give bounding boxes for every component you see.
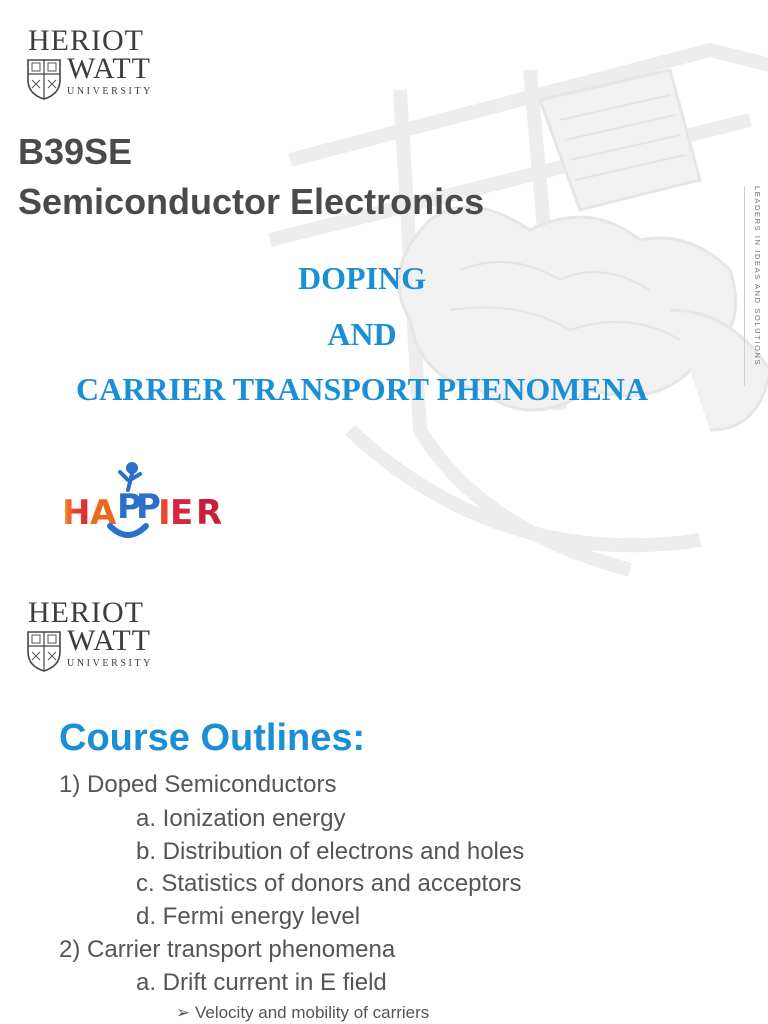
outline-subitem: a. Drift current in E field (136, 969, 387, 996)
crest-shield-icon (26, 58, 62, 100)
svg-text:I: I (158, 493, 171, 533)
outline-bullet: ➢ Velocity and mobility of carriers (176, 1003, 430, 1022)
logo-text-watt: WATT (67, 624, 151, 657)
svg-text:P: P (117, 487, 142, 527)
topic-line-3: CARRIER TRANSPORT PHENOMENA (76, 371, 648, 407)
logo-text-university: UNIVERSITY (67, 86, 153, 97)
svg-text:E: E (170, 493, 194, 533)
outline-subitem: b. Distribution of electrons and holes (136, 838, 525, 865)
tagline-divider (744, 186, 745, 386)
heriot-watt-logo (26, 24, 166, 100)
slide-title: Course Outlines: (59, 717, 366, 759)
crest-shield-icon (26, 630, 62, 672)
outline-subitem: d. Fermi energy level (136, 903, 361, 930)
course-name: Semiconductor Electronics (18, 181, 485, 222)
happier-project-logo (62, 460, 232, 540)
logo-text-university: UNIVERSITY (67, 658, 153, 669)
outline-item: 1) Doped Semiconductors (59, 771, 337, 798)
svg-text:P: P (136, 487, 161, 527)
svg-text:A: A (90, 493, 117, 533)
tagline: LEADERS IN IDEAS AND SOLUTIONS (753, 186, 762, 367)
logo-text-heriot: HERIOT (28, 24, 144, 57)
course-code: B39SE (18, 131, 133, 172)
topic-line-1: DOPING (298, 260, 426, 296)
logo-text-heriot: HERIOT (28, 596, 144, 629)
outline-item: 2) Carrier transport phenomena (59, 936, 396, 963)
topic-line-2: AND (327, 316, 397, 352)
logo-text-watt: WATT (67, 52, 151, 85)
outline-slide (0, 576, 768, 1024)
heriot-watt-logo (26, 596, 166, 672)
outline-subitem: c. Statistics of donors and acceptors (136, 870, 522, 897)
svg-text:R: R (196, 493, 223, 533)
outline-subitem: a. Ionization energy (136, 805, 346, 832)
svg-text:H: H (62, 493, 91, 533)
